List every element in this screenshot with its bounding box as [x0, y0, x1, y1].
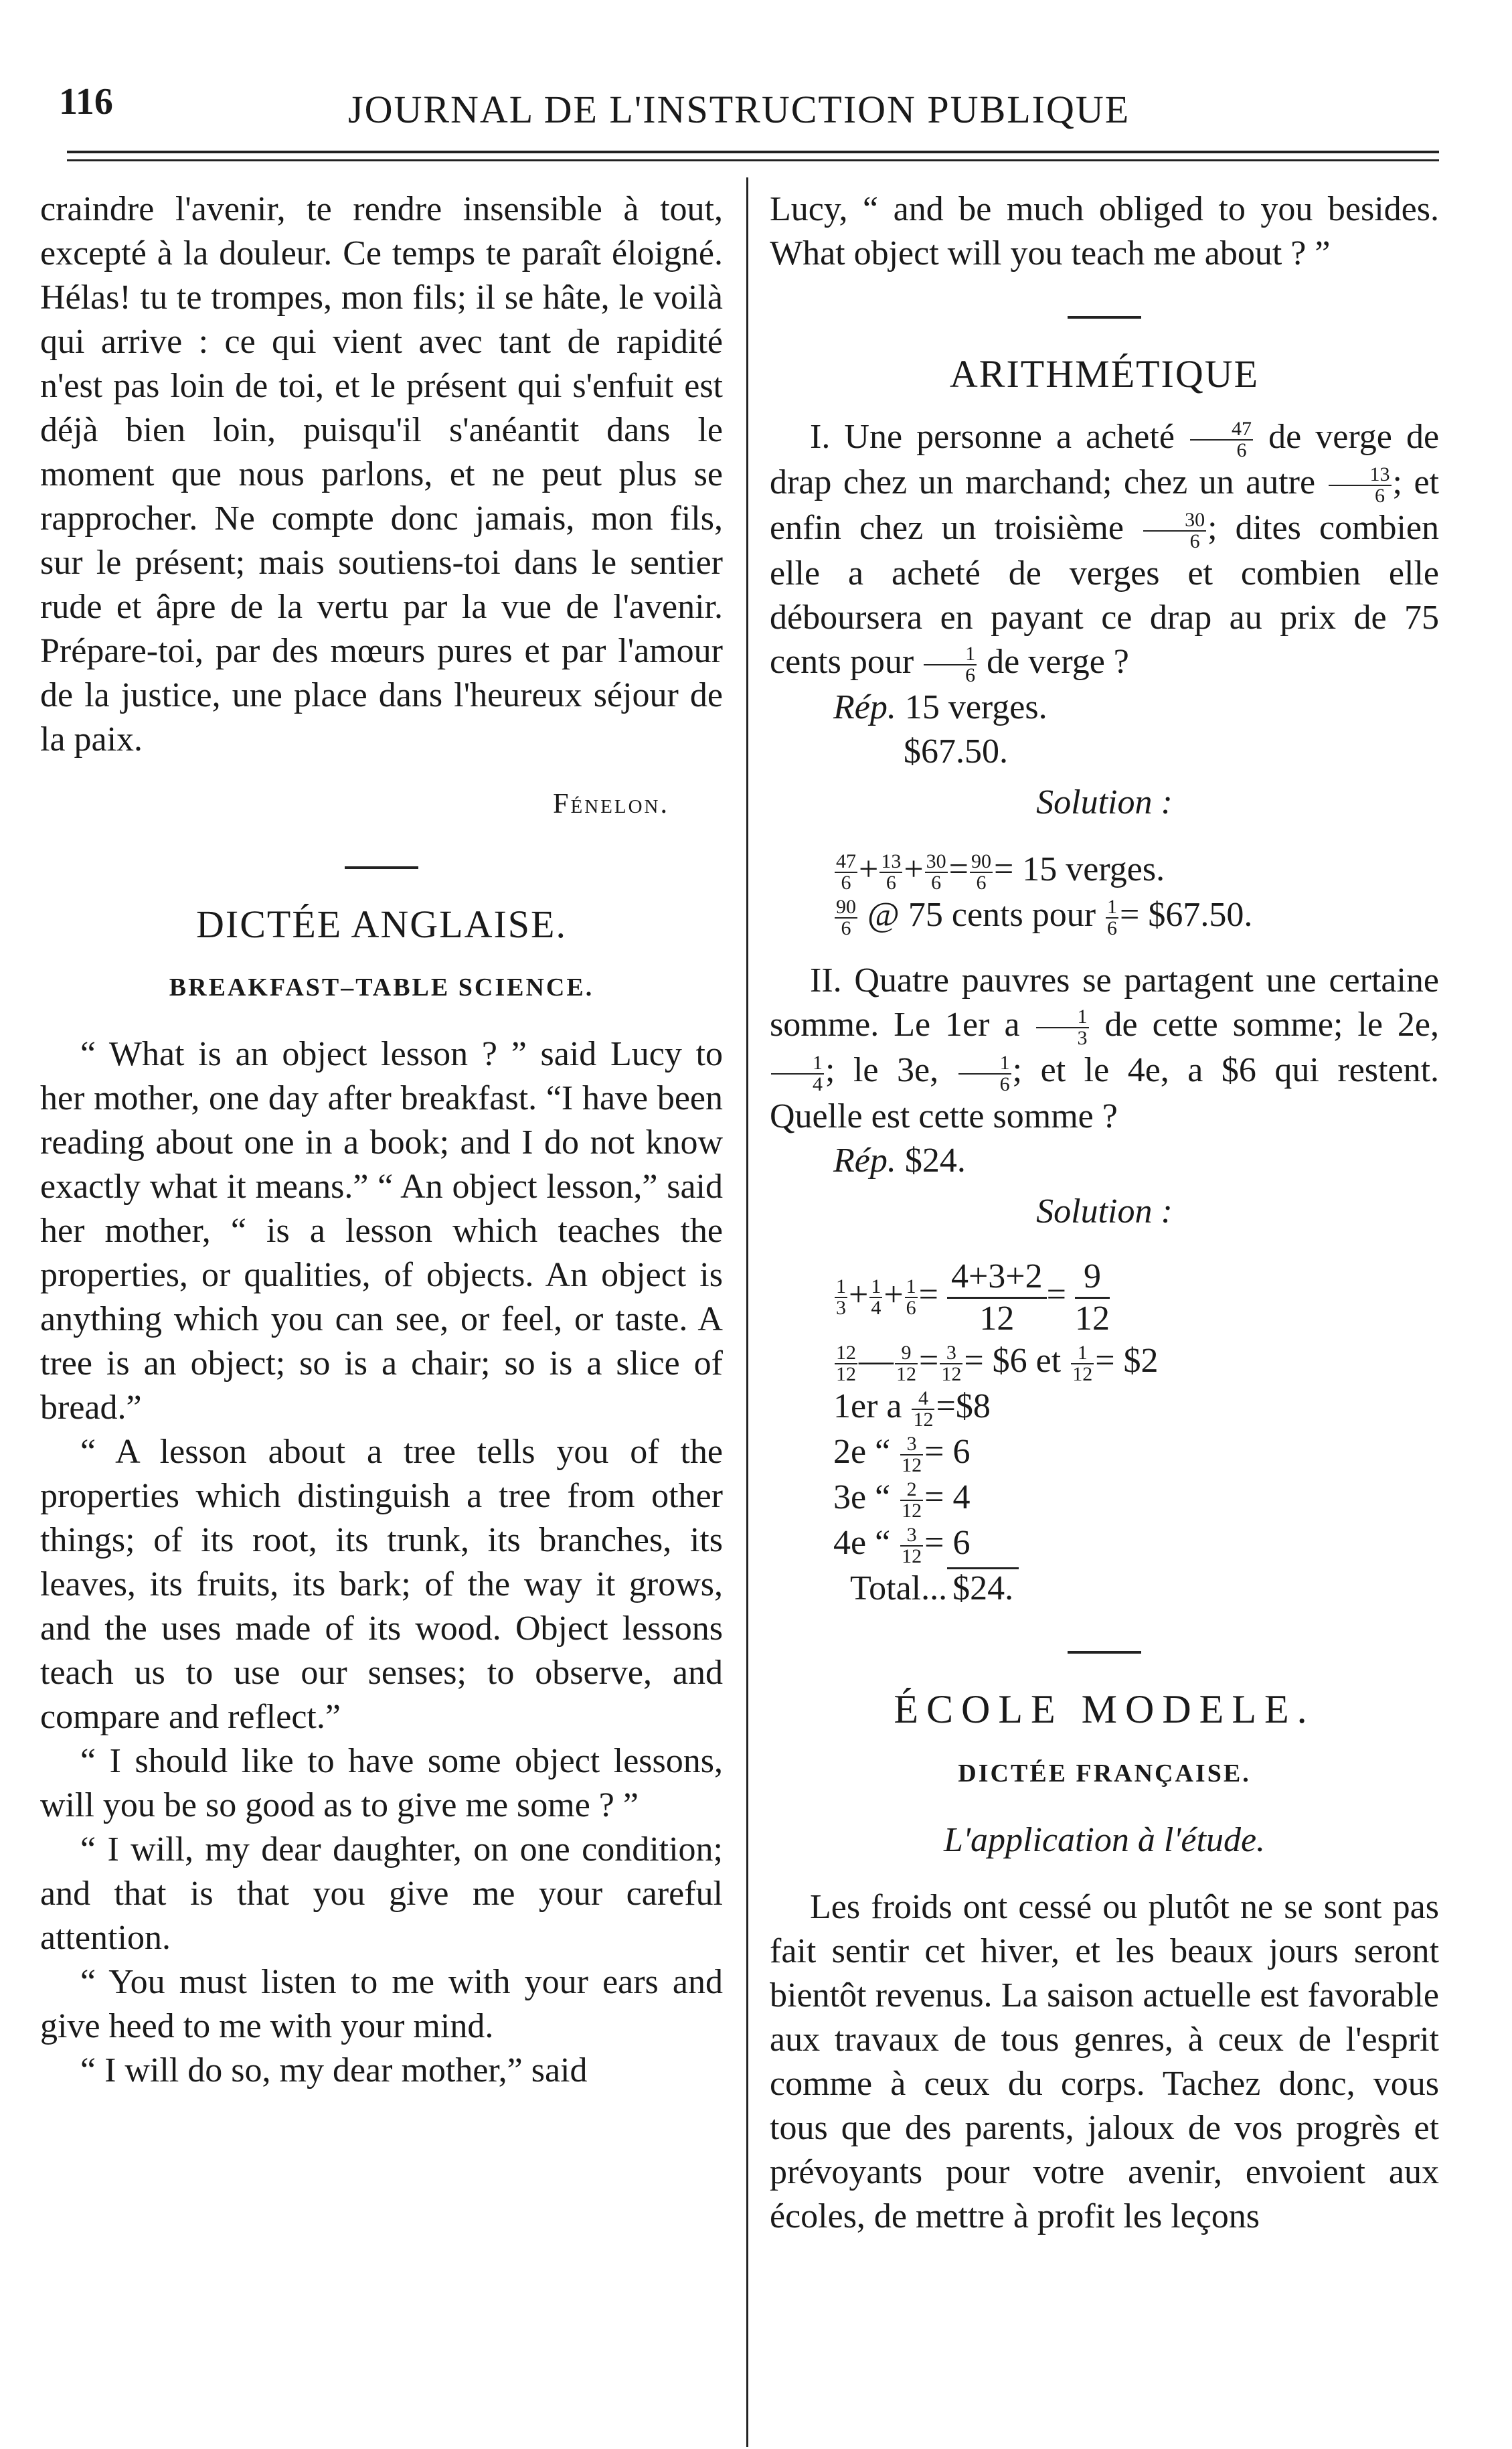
solution-1-line-1: $\frac{47}{6}$ + $\frac{13}{6}$ + $\frac{30}{6}$ = $\frac{90}{6}$ = 15 verges.	[836, 850, 1165, 894]
running-title: JOURNAL DE L'INSTRUCTION PUBLIQUE	[348, 88, 1130, 131]
section-separator	[345, 866, 418, 869]
fraction: $\frac{13}{6}$	[1329, 465, 1392, 506]
solution-label: Solution :	[1036, 783, 1173, 822]
answer-2: Rép. $24.	[833, 1141, 966, 1180]
solution-2-line-2: $\frac{12}{12}$ — $\frac{9}{12}$ = $\frac{3}{12}$ = $6 et $\frac{1}{12}$ = $2	[836, 1341, 1159, 1385]
fraction: $\frac{1}{6}$	[924, 644, 977, 686]
section-title-arithmetique: ARITHMÉTIQUE	[949, 352, 1260, 396]
fraction: $\frac{47}{6}$	[1190, 419, 1253, 461]
subtitle-breakfast: BREAKFAST–TABLE SCIENCE.	[169, 973, 594, 1002]
section-title-ecole-modele: ÉCOLE MODELE.	[894, 1686, 1315, 1731]
answer-1-money: $67.50.	[904, 732, 1008, 771]
paragraph: “ What is an object lesson ? ” said Lucy to her mother, one day after breakfast. “I have been reading about one in a book; and I do not know exactly what it means.” “ An object lesson,” said her mother, “ is a lesson which teaches the properties, or qualities, of objects. An object is anything which you can see, or feel, or taste. A tree is an object; so is a chair; so is a slice of bread.”	[40, 1035, 723, 1427]
total-row: Total... $24.	[850, 1567, 1439, 1611]
share-row: 2e “ $\frac{3}{12}$ = 6	[833, 1432, 971, 1476]
paragraph: “ I should like to have some object lessons, will you be so good as to give me some ? ”	[40, 1742, 723, 1824]
subtitle-dictee-francaise: DICTÉE FRANÇAISE.	[958, 1759, 1251, 1788]
paragraph: “ I will, my dear daughter, on one condition; and that is that you give me your careful attention.	[40, 1830, 723, 1957]
page-number: 116	[59, 81, 113, 123]
column-divider	[746, 177, 748, 2447]
fenelon-text: craindre l'avenir, te rendre insensible à tout, excepté à la douleur. Ce temps te paraît éloigné. Hélas! tu te trompes, mon fils; il se hâte, le voilà qui arrive : ce qui vient avec tant de rapidité n'est pas loin de toi, et le présent qui s'enfuit est déjà bien loin, puisqu'il s'anéantit dans le moment que nous parlons, et ne peut plus se rapprocher. Ne compte donc jamais, mon fils, sur le présent; mais soutiens-toi dans le sentier rude et âpre de la vertu par la vue de l'avenir. Prépare-toi, par des mœurs pures et par l'amour de la justice, une place dans l'heureux séjour de la paix.	[40, 190, 723, 759]
section-title-dictee-anglaise: DICTÉE ANGLAISE.	[196, 902, 567, 946]
right-column	[770, 187, 1439, 2239]
problem-1: I. Une personne a acheté $\frac{47}{6}$ de verge de drap chez un marchand; chez un autre $\frac{13}{6}$ ; et enfin chez un troisième $\frac{30}{6}$ ; dites combien elle a acheté de verges et combien elle déboursera en payant ce drap au prix de 75 cents pour $\frac{1}{6}$ de verge ?	[770, 418, 1440, 687]
left-column	[40, 187, 723, 2093]
share-row: 3e “ $\frac{2}{12}$ = 4	[833, 1478, 971, 1522]
header-rule	[67, 151, 1439, 153]
share-row: 1er a $\frac{4}{12}$ =$8	[833, 1387, 991, 1431]
continued-text: Lucy, “ and be much obliged to you besides. What object will you teach me about ? ”	[770, 190, 1439, 272]
answer-1: Rép. 15 verges.	[833, 688, 1047, 727]
fraction: $\frac{30}{6}$	[1143, 510, 1206, 552]
section-separator	[1068, 1651, 1141, 1654]
share-row: 4e “ $\frac{3}{12}$ = 6	[833, 1523, 971, 1567]
dictee-text: Les froids ont cessé ou plutôt ne se sont pas fait sentir cet hiver, et les beaux jours seront bientôt revenus. La saison actuelle est favorable aux travaux de tous genres, à ceux de l'esprit comme à ceux du corps. Tachez donc, vous tous que des parents, jaloux de vos progrès et prévoyants pour votre avenir, envoient aux écoles, de mettre à profit les leçons	[770, 1887, 1439, 2235]
paragraph: “ A lesson about a tree tells you of the properties which distinguish a tree from other things; of its root, its trunk, its branches, its leaves, its fruits, its bark; of the way it grows, and the uses made of its wood. Object lessons teach us to use our senses; to observe, and compare and reflect.”	[40, 1433, 723, 1736]
paragraph: “ I will do so, my dear mother,” said	[80, 2051, 588, 2089]
page-header	[0, 80, 1512, 154]
section-separator	[1068, 316, 1141, 319]
header-rule-2	[67, 159, 1439, 161]
solution-2-line-1: $\frac{1}{3}$ + $\frac{1}{4}$ + $\frac{1}{6}$ = $\frac{4+3+2}{12}$ = $\frac{9}{12}$	[836, 1257, 1110, 1338]
dictee-title: L'application à l'étude.	[943, 1820, 1266, 1859]
solution-label: Solution :	[1036, 1192, 1173, 1231]
problem-2: II. Quatre pauvres se partagent une certaine somme. Le 1er a $\frac{1}{3}$ de cette somme; le 2e, $\frac{1}{4}$ ; le 3e, $\frac{1}{6}$ ; et le 4e, a $6 qui restent. Quelle est cette somme ?	[770, 961, 1440, 1135]
signature: Fénelon.	[553, 789, 669, 819]
solution-1-line-2: $\frac{90}{6}$ @ 75 cents pour $\frac{1}{6}$ = $67.50.	[836, 896, 1253, 940]
paragraph: “ You must listen to me with your ears and give heed to me with your mind.	[40, 1963, 723, 2045]
